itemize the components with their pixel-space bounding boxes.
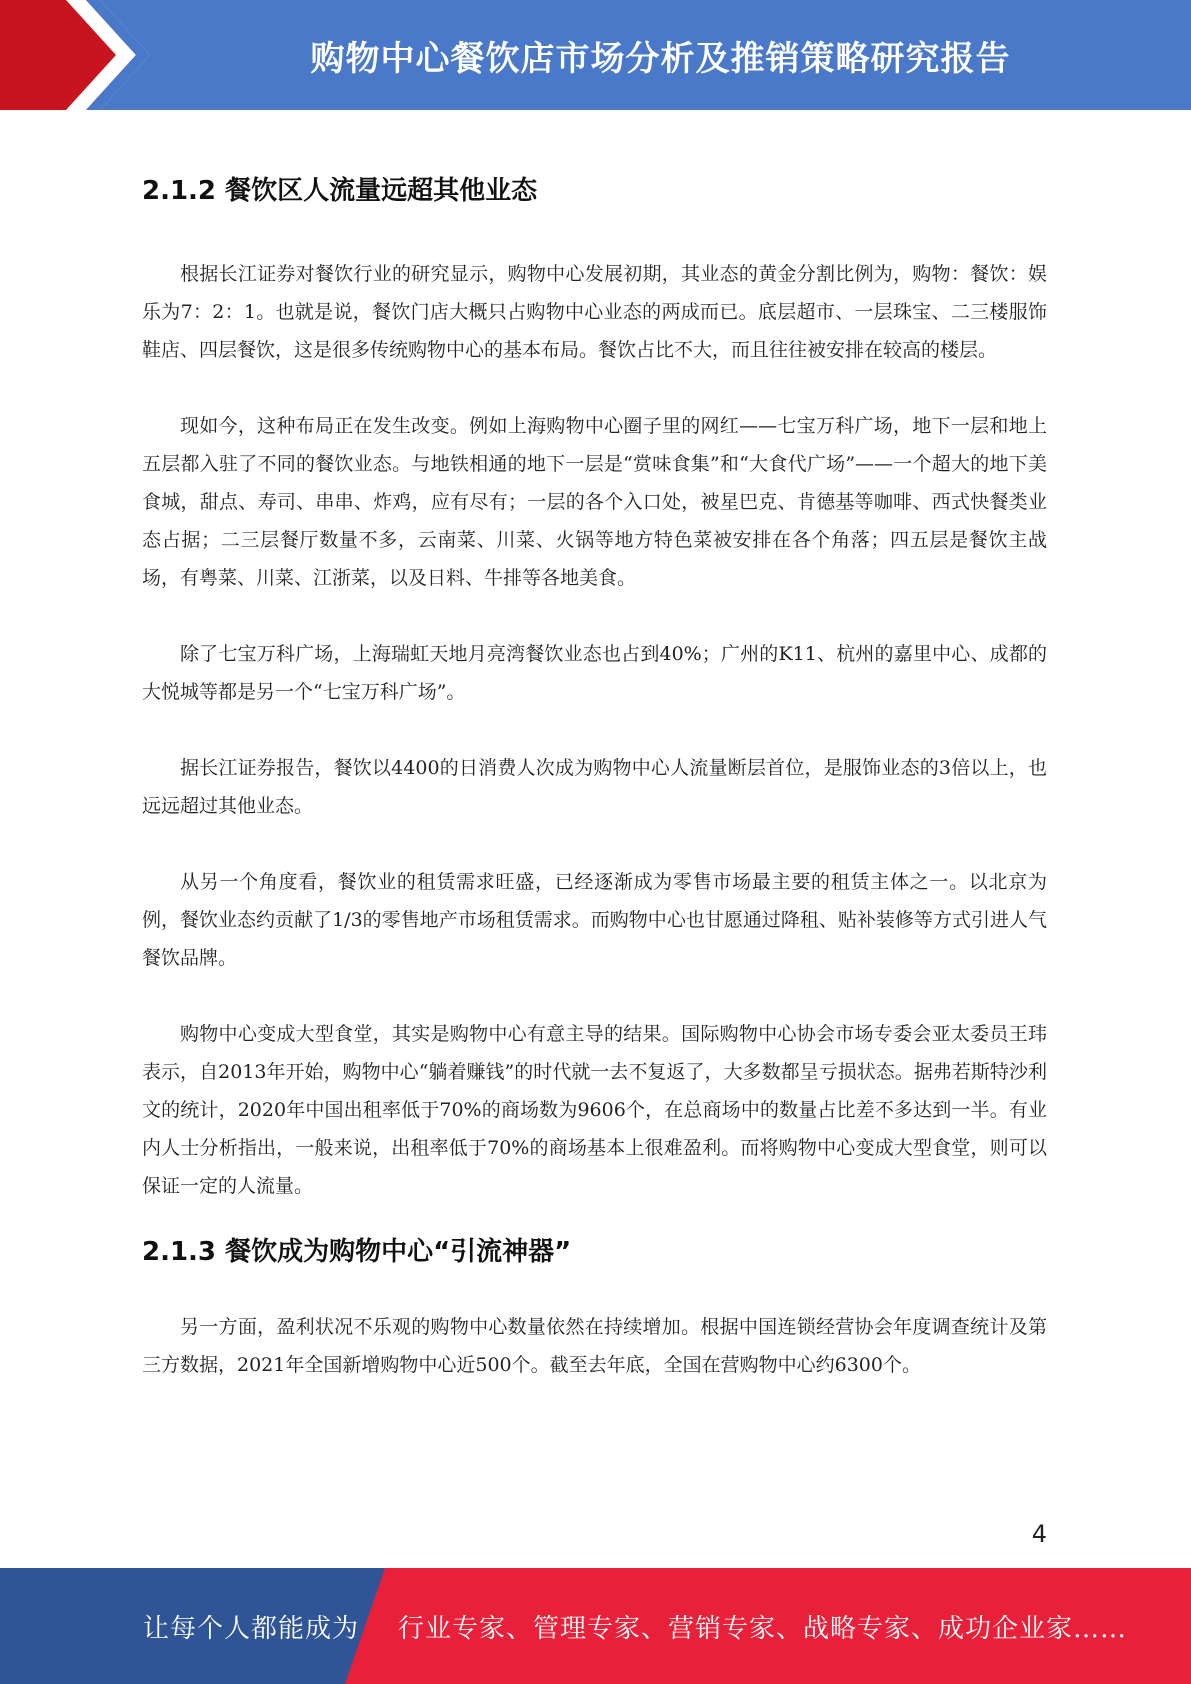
paragraph: 现如今，这种布局正在发生改变。例如上海购物中心圈子里的网红——七宝万科广场，地下一层和地上五层都入驻了不同的餐饮业态。与地铁相通的地下一层是“赏味食集”和“大食代广场”——一个超大的地下美食城，甜点、寿司、串串、炸鸡，应有尽有；一层的各个入口处，被星巴克、肯德基等咖啡、西式快餐类业态占据；二三层餐厅数量不多，云南菜、川菜、火锅等地方特色菜被安排在各个角落；四五层是餐饮主战场，有粤菜、川菜、江浙菜，以及日料、牛排等各地美食。 (142, 415, 1047, 589)
paragraph: 除了七宝万科广场，上海瑞虹天地月亮湾餐饮业态也占到40%；广州的K11、杭州的嘉里中心、成都的大悦城等都是另一个“七宝万科广场”。 (142, 643, 1047, 703)
paragraph: 购物中心变成大型食堂，其实是购物中心有意主导的结果。国际购物中心协会市场专委会亚太委员王玮表示，自2013年开始，购物中心“躺着赚钱”的时代就一去不复返了，大多数都呈亏损状态。据弗若斯特沙利文的统计，2020年中国出租率低于70%的商场数为9606个，在总商场中的数量占比差不多达到一半。有业内人士分析指出，一般来说，出租率低于70%的商场基本上很难盈利。而将购物中心变成大型食堂，则可以保证一定的人流量。 (142, 1023, 1047, 1197)
page-number: 4 (1031, 1520, 1047, 1548)
paragraph: 另一方面，盈利状况不乐观的购物中心数量依然在持续增加。根据中国连锁经营协会年度调查统计及第三方数据，2021年全国新增购物中心近500个。截至去年底，全国在营购物中心约6300个。 (142, 1316, 1047, 1376)
page-footer (0, 1568, 1191, 1684)
report-title: 购物中心餐饮店市场分析及推销策略研究报告 (310, 38, 1011, 79)
header-arrow-decoration (0, 0, 150, 110)
footer-slogan-right: 行业专家、管理专家、营销专家、战略专家、成功企业家…… (398, 1613, 1128, 1644)
section-heading-2-1-2: 2.1.2 餐饮区人流量远超其他业态 (142, 176, 538, 206)
paragraph: 从另一个角度看，餐饮业的租赁需求旺盛，已经逐渐成为零售市场最主要的租赁主体之一。以北京为例，餐饮业态约贡献了1/3的零售地产市场租赁需求。而购物中心也甘愿通过降租、贴补装修等方式引进人气餐饮品牌。 (142, 871, 1047, 969)
page-header (0, 0, 1191, 110)
paragraph: 根据长江证券对餐饮行业的研究显示，购物中心发展初期，其业态的黄金分割比例为，购物：餐饮：娱乐为7：2：1。也就是说，餐饮门店大概只占购物中心业态的两成而已。底层超市、一层珠宝、二三楼服饰鞋店、四层餐饮，这是很多传统购物中心的基本布局。餐饮占比不大，而且往往被安排在较高的楼层。 (142, 263, 1047, 361)
paragraph: 据长江证券报告，餐饮以4400的日消费人次成为购物中心人流量断层首位，是服饰业态的3倍以上，也远远超过其他业态。 (142, 757, 1047, 817)
page-content (142, 160, 1047, 1422)
section-heading-2-1-3: 2.1.3 餐饮成为购物中心“引流神器” (142, 1237, 572, 1267)
footer-slogan-left: 让每个人都能成为 (143, 1613, 360, 1644)
